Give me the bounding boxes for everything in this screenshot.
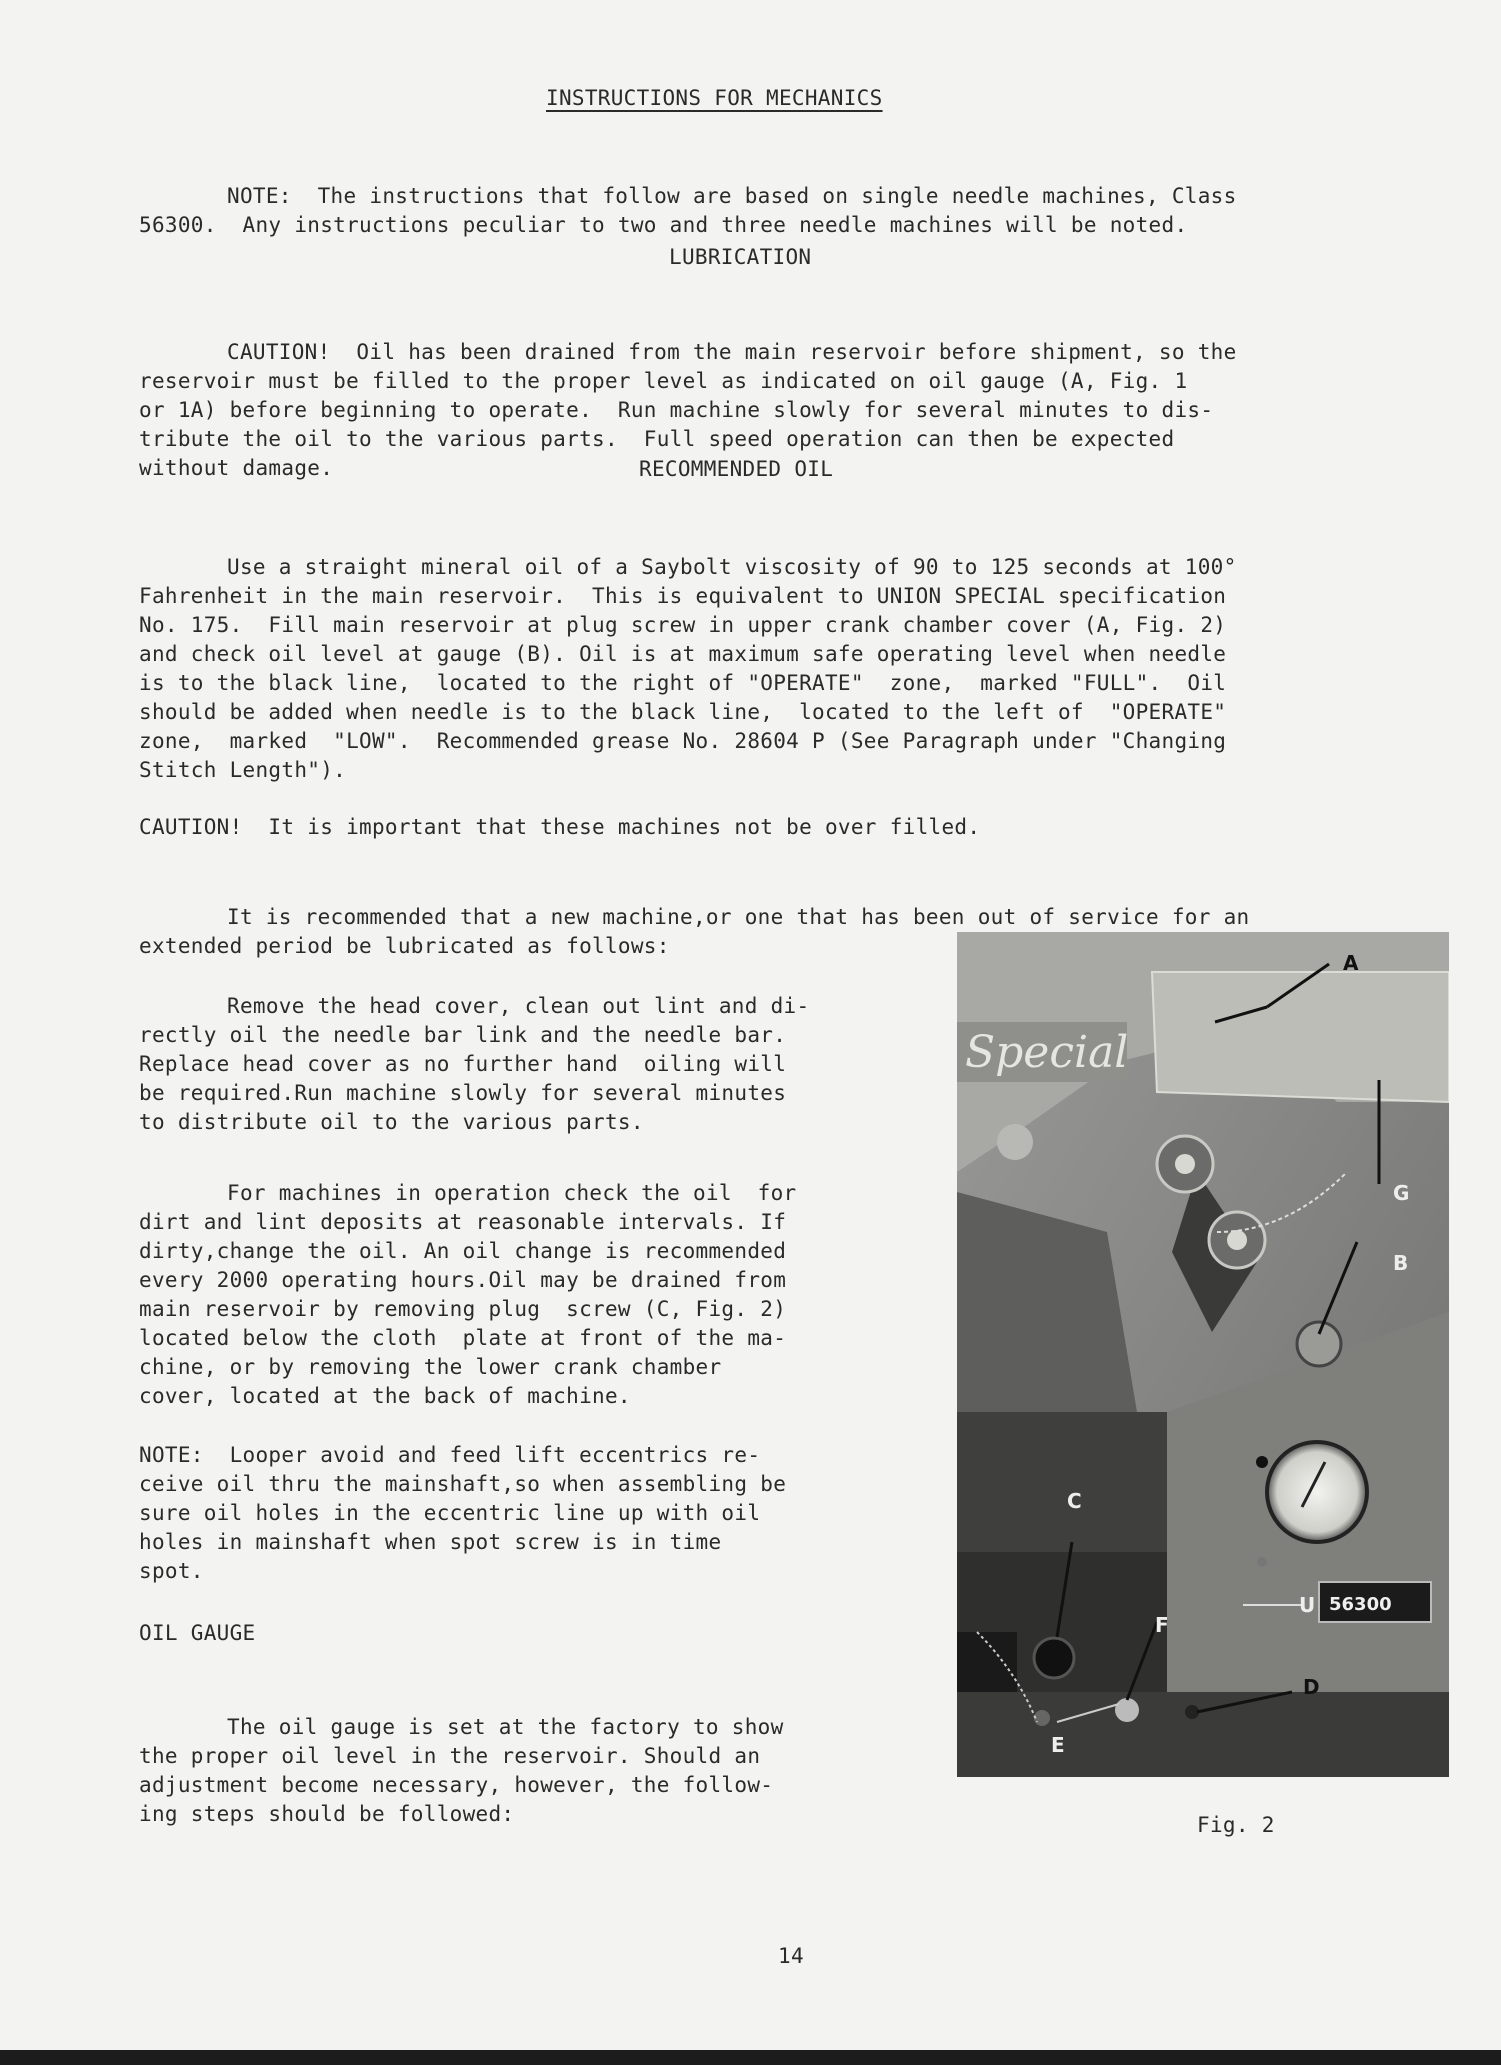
label-g: G — [1393, 1181, 1410, 1205]
machines-line: every 2000 operating hours.Oil may be drained from — [139, 1268, 787, 1292]
oil-line: Use a straight mineral oil of a Saybolt viscosity of 90 to 125 seconds at 100° — [227, 555, 1237, 579]
note-intro-line: NOTE: The instructions that follow are based on single needle machines, Class — [227, 184, 1237, 208]
page-number: 14 — [778, 1944, 804, 1968]
gauge-line: adjustment become necessary, however, the follow- — [139, 1773, 774, 1797]
lubrication-heading: LUBRICATION — [669, 245, 812, 269]
remove-line: to distribute oil to the various parts. — [139, 1110, 644, 1134]
oil-line: and check oil level at gauge (B). Oil is at maximum safe operating level when needle — [139, 642, 1227, 666]
looper-line: NOTE: Looper avoid and feed lift eccentrics re- — [139, 1443, 761, 1467]
oil-gauge-heading: OIL GAUGE — [139, 1621, 256, 1645]
gauge-line: The oil gauge is set at the factory to show — [227, 1715, 784, 1739]
scan-edge — [0, 2050, 1501, 2065]
remove-line: be required.Run machine slowly for several minutes — [139, 1081, 787, 1105]
machines-line: located below the cloth plate at front of the ma- — [139, 1326, 787, 1350]
machines-line: chine, or by removing the lower crank chamber — [139, 1355, 722, 1379]
remove-line: Remove the head cover, clean out lint and di- — [227, 994, 810, 1018]
label-e: E — [1051, 1733, 1065, 1757]
gauge-line: the proper oil level in the reservoir. Should an — [139, 1744, 761, 1768]
note-intro — [139, 153, 1237, 240]
label-f: F — [1155, 1613, 1169, 1637]
caution-line: CAUTION! Oil has been drained from the main reservoir before shipment, so the — [227, 340, 1237, 364]
remove-line: Replace head cover as no further hand oiling will — [139, 1052, 787, 1076]
label-b: B — [1393, 1251, 1409, 1275]
recommend-line: extended period be lubricated as follows: — [139, 934, 670, 958]
oil-line: No. 175. Fill main reservoir at plug screw in upper crank chamber cover (A, Fig. 2) — [139, 613, 1227, 637]
gauge-line: ing steps should be followed: — [139, 1802, 515, 1826]
label-a: A — [1343, 951, 1359, 975]
machine-photo — [957, 932, 1449, 1777]
note-intro-line: 56300. Any instructions peculiar to two and three needle machines will be noted. — [139, 213, 1188, 237]
machines-line: main reservoir by removing plug screw (C, Fig. 2) — [139, 1297, 787, 1321]
looper-line: spot. — [139, 1559, 204, 1583]
caution-line: or 1A) before beginning to operate. Run machine slowly for several minutes to dis- — [139, 398, 1214, 422]
machines-line: For machines in operation check the oil for — [227, 1181, 797, 1205]
label-d: D — [1303, 1675, 1320, 1699]
caution-line: without damage. — [139, 456, 334, 480]
machines-paragraph — [139, 1150, 797, 1411]
caution-line: reservoir must be filled to the proper level as indicated on oil gauge (A, Fig. 1 — [139, 369, 1188, 393]
oil-gauge-icon — [1267, 1442, 1367, 1542]
gauge-paragraph — [139, 1684, 784, 1829]
label-u: U — [1299, 1593, 1316, 1617]
looper-line: ceive oil thru the mainshaft,so when assembling be — [139, 1472, 787, 1496]
looper-note — [139, 1412, 786, 1586]
oil-line: should be added when needle is to the black line, located to the left of "OPERATE" — [139, 700, 1227, 724]
caution-line: tribute the oil to the various parts. Full speed operation can then be expected — [139, 427, 1175, 451]
machines-line: dirty,change the oil. An oil change is recommended — [139, 1239, 787, 1263]
oil-line: is to the black line, located to the right of "OPERATE" zone, marked "FULL". Oil — [139, 671, 1227, 695]
machines-line: dirt and lint deposits at reasonable intervals. If — [139, 1210, 787, 1234]
svg-text:56300: 56300 — [1329, 1594, 1392, 1615]
machines-line: cover, located at the back of machine. — [139, 1384, 631, 1408]
recommend-line: It is recommended that a new machine,or one that has been out of service for an — [227, 905, 1250, 929]
oil-line: Fahrenheit in the main reservoir. This is equivalent to UNION SPECIAL specification — [139, 584, 1227, 608]
oil-line: zone, marked "LOW". Recommended grease No. 28604 P (See Paragraph under "Changing — [139, 729, 1227, 753]
looper-line: sure oil holes in the eccentric line up with oil — [139, 1501, 761, 1525]
oil-line: Stitch Length"). — [139, 758, 347, 782]
remove-cover-paragraph — [139, 963, 809, 1137]
page-title: INSTRUCTIONS FOR MECHANICS — [546, 86, 883, 110]
remove-line: rectly oil the needle bar link and the needle bar. — [139, 1023, 787, 1047]
looper-line: holes in mainshaft when spot screw is in time — [139, 1530, 722, 1554]
recommended-oil-heading: RECOMMENDED OIL — [639, 457, 834, 481]
brand-script: Special — [965, 1027, 1129, 1078]
figure-caption: Fig. 2 — [1197, 1813, 1275, 1837]
oil-paragraph — [139, 524, 1237, 785]
label-c: C — [1067, 1489, 1082, 1513]
caution-overfill: CAUTION! It is important that these machines not be over filled. — [139, 815, 981, 839]
